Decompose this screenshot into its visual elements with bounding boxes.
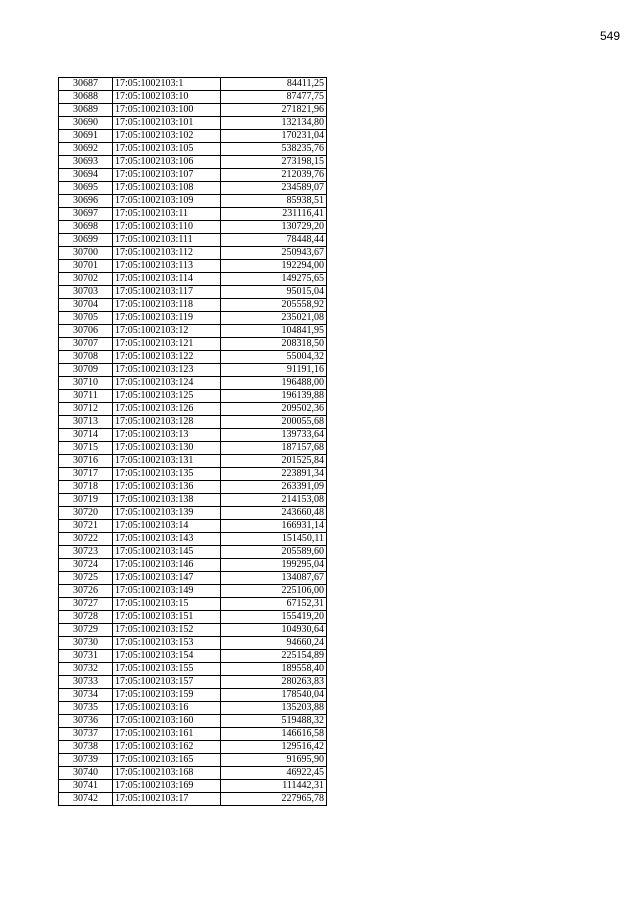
table-row: [59, 533, 327, 546]
row-number-cell: 30718: [59, 481, 113, 494]
row-number-cell: 30727: [59, 598, 113, 611]
cadastral-number-cell: 17:05:1002103:155: [113, 663, 221, 676]
cadastral-number-cell: 17:05:1002103:136: [113, 481, 221, 494]
amount-cell: 132134,80: [221, 117, 327, 130]
register-table: [58, 77, 327, 806]
table-row: [59, 494, 327, 507]
table-row: [59, 247, 327, 260]
row-number-cell: 30739: [59, 754, 113, 767]
row-number-cell: 30698: [59, 221, 113, 234]
amount-cell: 178540,04: [221, 689, 327, 702]
row-number-cell: 30740: [59, 767, 113, 780]
row-number-cell: 30719: [59, 494, 113, 507]
cadastral-number-cell: 17:05:1002103:12: [113, 325, 221, 338]
cadastral-number-cell: 17:05:1002103:146: [113, 559, 221, 572]
row-number-cell: 30709: [59, 364, 113, 377]
amount-cell: 201525,84: [221, 455, 327, 468]
table-row: [59, 260, 327, 273]
amount-cell: 151450,11: [221, 533, 327, 546]
amount-cell: 209502,36: [221, 403, 327, 416]
row-number-cell: 30730: [59, 637, 113, 650]
cadastral-number-cell: 17:05:1002103:128: [113, 416, 221, 429]
table-row: [59, 455, 327, 468]
row-number-cell: 30729: [59, 624, 113, 637]
row-number-cell: 30734: [59, 689, 113, 702]
table-row: [59, 598, 327, 611]
table-row: [59, 182, 327, 195]
amount-cell: 104930,64: [221, 624, 327, 637]
table-row: [59, 221, 327, 234]
amount-cell: 95015,04: [221, 286, 327, 299]
table-row: [59, 572, 327, 585]
amount-cell: 231116,41: [221, 208, 327, 221]
cadastral-number-cell: 17:05:1002103:10: [113, 91, 221, 104]
row-number-cell: 30741: [59, 780, 113, 793]
cadastral-number-cell: 17:05:1002103:159: [113, 689, 221, 702]
table-row: [59, 351, 327, 364]
cadastral-number-cell: 17:05:1002103:135: [113, 468, 221, 481]
table-row: [59, 702, 327, 715]
amount-cell: 273198,15: [221, 156, 327, 169]
cadastral-number-cell: 17:05:1002103:118: [113, 299, 221, 312]
cadastral-number-cell: 17:05:1002103:139: [113, 507, 221, 520]
amount-cell: 84411,25: [221, 78, 327, 91]
amount-cell: 519488,32: [221, 715, 327, 728]
table-row: [59, 754, 327, 767]
amount-cell: 223891,34: [221, 468, 327, 481]
row-number-cell: 30697: [59, 208, 113, 221]
cadastral-number-cell: 17:05:1002103:13: [113, 429, 221, 442]
amount-cell: 189558,40: [221, 663, 327, 676]
amount-cell: 166931,14: [221, 520, 327, 533]
amount-cell: 129516,42: [221, 741, 327, 754]
amount-cell: 235021,08: [221, 312, 327, 325]
amount-cell: 104841,95: [221, 325, 327, 338]
table-row: [59, 273, 327, 286]
table-row: [59, 429, 327, 442]
cadastral-number-cell: 17:05:1002103:130: [113, 442, 221, 455]
table-row: [59, 780, 327, 793]
amount-cell: 130729,20: [221, 221, 327, 234]
table-row: [59, 520, 327, 533]
row-number-cell: 30737: [59, 728, 113, 741]
table-row: [59, 208, 327, 221]
amount-cell: 149275,65: [221, 273, 327, 286]
table-row: [59, 364, 327, 377]
table-row: [59, 793, 327, 806]
row-number-cell: 30724: [59, 559, 113, 572]
amount-cell: 55004,32: [221, 351, 327, 364]
cadastral-number-cell: 17:05:1002103:165: [113, 754, 221, 767]
amount-cell: 146616,58: [221, 728, 327, 741]
table-row: [59, 611, 327, 624]
cadastral-number-cell: 17:05:1002103:1: [113, 78, 221, 91]
row-number-cell: 30701: [59, 260, 113, 273]
row-number-cell: 30705: [59, 312, 113, 325]
table-row: [59, 416, 327, 429]
cadastral-number-cell: 17:05:1002103:102: [113, 130, 221, 143]
row-number-cell: 30703: [59, 286, 113, 299]
cadastral-number-cell: 17:05:1002103:108: [113, 182, 221, 195]
table-row: [59, 195, 327, 208]
table-row: [59, 390, 327, 403]
cadastral-number-cell: 17:05:1002103:119: [113, 312, 221, 325]
table-row: [59, 728, 327, 741]
row-number-cell: 30708: [59, 351, 113, 364]
amount-cell: 234589,07: [221, 182, 327, 195]
cadastral-number-cell: 17:05:1002103:113: [113, 260, 221, 273]
cadastral-number-cell: 17:05:1002103:117: [113, 286, 221, 299]
cadastral-number-cell: 17:05:1002103:122: [113, 351, 221, 364]
cadastral-number-cell: 17:05:1002103:110: [113, 221, 221, 234]
table-row: [59, 767, 327, 780]
amount-cell: 280263,83: [221, 676, 327, 689]
amount-cell: 263391,09: [221, 481, 327, 494]
row-number-cell: 30736: [59, 715, 113, 728]
row-number-cell: 30704: [59, 299, 113, 312]
table-row: [59, 117, 327, 130]
table-row: [59, 481, 327, 494]
row-number-cell: 30706: [59, 325, 113, 338]
register-table-body: [59, 78, 327, 806]
row-number-cell: 30699: [59, 234, 113, 247]
cadastral-number-cell: 17:05:1002103:147: [113, 572, 221, 585]
table-row: [59, 130, 327, 143]
table-row: [59, 169, 327, 182]
table-row: [59, 442, 327, 455]
row-number-cell: 30735: [59, 702, 113, 715]
row-number-cell: 30717: [59, 468, 113, 481]
amount-cell: 205558,92: [221, 299, 327, 312]
table-row: [59, 78, 327, 91]
cadastral-number-cell: 17:05:1002103:161: [113, 728, 221, 741]
cadastral-number-cell: 17:05:1002103:126: [113, 403, 221, 416]
cadastral-number-cell: 17:05:1002103:157: [113, 676, 221, 689]
table-row: [59, 91, 327, 104]
row-number-cell: 30713: [59, 416, 113, 429]
row-number-cell: 30721: [59, 520, 113, 533]
amount-cell: 135203,88: [221, 702, 327, 715]
amount-cell: 139733,64: [221, 429, 327, 442]
table-row: [59, 715, 327, 728]
cadastral-number-cell: 17:05:1002103:124: [113, 377, 221, 390]
row-number-cell: 30702: [59, 273, 113, 286]
table-row: [59, 676, 327, 689]
table-row: [59, 585, 327, 598]
table-row: [59, 338, 327, 351]
row-number-cell: 30710: [59, 377, 113, 390]
row-number-cell: 30714: [59, 429, 113, 442]
amount-cell: 134087,67: [221, 572, 327, 585]
row-number-cell: 30715: [59, 442, 113, 455]
table-row: [59, 299, 327, 312]
cadastral-number-cell: 17:05:1002103:154: [113, 650, 221, 663]
row-number-cell: 30700: [59, 247, 113, 260]
table-row: [59, 312, 327, 325]
amount-cell: 94660,24: [221, 637, 327, 650]
amount-cell: 87477,75: [221, 91, 327, 104]
table-row: [59, 689, 327, 702]
amount-cell: 78448,44: [221, 234, 327, 247]
amount-cell: 187157,68: [221, 442, 327, 455]
amount-cell: 225106,00: [221, 585, 327, 598]
row-number-cell: 30692: [59, 143, 113, 156]
amount-cell: 200055,68: [221, 416, 327, 429]
cadastral-number-cell: 17:05:1002103:151: [113, 611, 221, 624]
cadastral-number-cell: 17:05:1002103:123: [113, 364, 221, 377]
table-row: [59, 377, 327, 390]
row-number-cell: 30689: [59, 104, 113, 117]
table-row: [59, 234, 327, 247]
row-number-cell: 30742: [59, 793, 113, 806]
table-row: [59, 546, 327, 559]
table-row: [59, 325, 327, 338]
table-row: [59, 156, 327, 169]
cadastral-number-cell: 17:05:1002103:15: [113, 598, 221, 611]
row-number-cell: 30716: [59, 455, 113, 468]
row-number-cell: 30711: [59, 390, 113, 403]
cadastral-number-cell: 17:05:1002103:11: [113, 208, 221, 221]
table-row: [59, 624, 327, 637]
amount-cell: 205589,60: [221, 546, 327, 559]
page-number: 549: [599, 29, 620, 43]
cadastral-number-cell: 17:05:1002103:105: [113, 143, 221, 156]
amount-cell: 91695,90: [221, 754, 327, 767]
cadastral-number-cell: 17:05:1002103:114: [113, 273, 221, 286]
row-number-cell: 30733: [59, 676, 113, 689]
amount-cell: 243660,48: [221, 507, 327, 520]
cadastral-number-cell: 17:05:1002103:149: [113, 585, 221, 598]
cadastral-number-cell: 17:05:1002103:160: [113, 715, 221, 728]
row-number-cell: 30696: [59, 195, 113, 208]
amount-cell: 196139,88: [221, 390, 327, 403]
row-number-cell: 30694: [59, 169, 113, 182]
table-row: [59, 468, 327, 481]
cadastral-number-cell: 17:05:1002103:112: [113, 247, 221, 260]
cadastral-number-cell: 17:05:1002103:145: [113, 546, 221, 559]
cadastral-number-cell: 17:05:1002103:111: [113, 234, 221, 247]
amount-cell: 214153,08: [221, 494, 327, 507]
row-number-cell: 30726: [59, 585, 113, 598]
amount-cell: 250943,67: [221, 247, 327, 260]
amount-cell: 196488,00: [221, 377, 327, 390]
row-number-cell: 30720: [59, 507, 113, 520]
cadastral-number-cell: 17:05:1002103:14: [113, 520, 221, 533]
row-number-cell: 30693: [59, 156, 113, 169]
table-row: [59, 286, 327, 299]
table-row: [59, 663, 327, 676]
cadastral-number-cell: 17:05:1002103:152: [113, 624, 221, 637]
row-number-cell: 30728: [59, 611, 113, 624]
amount-cell: 111442,31: [221, 780, 327, 793]
row-number-cell: 30707: [59, 338, 113, 351]
cadastral-number-cell: 17:05:1002103:106: [113, 156, 221, 169]
amount-cell: 192294,00: [221, 260, 327, 273]
cadastral-number-cell: 17:05:1002103:16: [113, 702, 221, 715]
cadastral-number-cell: 17:05:1002103:153: [113, 637, 221, 650]
table-row: [59, 559, 327, 572]
row-number-cell: 30691: [59, 130, 113, 143]
row-number-cell: 30687: [59, 78, 113, 91]
amount-cell: 227965,78: [221, 793, 327, 806]
amount-cell: 91191,16: [221, 364, 327, 377]
table-row: [59, 650, 327, 663]
amount-cell: 67152,31: [221, 598, 327, 611]
row-number-cell: 30732: [59, 663, 113, 676]
cadastral-number-cell: 17:05:1002103:138: [113, 494, 221, 507]
cadastral-number-cell: 17:05:1002103:100: [113, 104, 221, 117]
row-number-cell: 30738: [59, 741, 113, 754]
row-number-cell: 30690: [59, 117, 113, 130]
table-row: [59, 507, 327, 520]
cadastral-number-cell: 17:05:1002103:131: [113, 455, 221, 468]
row-number-cell: 30731: [59, 650, 113, 663]
table-row: [59, 637, 327, 650]
amount-cell: 170231,04: [221, 130, 327, 143]
amount-cell: 212039,76: [221, 169, 327, 182]
amount-cell: 271821,96: [221, 104, 327, 117]
cadastral-number-cell: 17:05:1002103:17: [113, 793, 221, 806]
row-number-cell: 30725: [59, 572, 113, 585]
table-row: [59, 741, 327, 754]
amount-cell: 208318,50: [221, 338, 327, 351]
table-row: [59, 143, 327, 156]
row-number-cell: 30722: [59, 533, 113, 546]
table-row: [59, 403, 327, 416]
cadastral-number-cell: 17:05:1002103:169: [113, 780, 221, 793]
cadastral-number-cell: 17:05:1002103:168: [113, 767, 221, 780]
cadastral-number-cell: 17:05:1002103:109: [113, 195, 221, 208]
amount-cell: 46922,45: [221, 767, 327, 780]
table-row: [59, 104, 327, 117]
cadastral-number-cell: 17:05:1002103:125: [113, 390, 221, 403]
row-number-cell: 30688: [59, 91, 113, 104]
cadastral-number-cell: 17:05:1002103:121: [113, 338, 221, 351]
cadastral-number-cell: 17:05:1002103:162: [113, 741, 221, 754]
cadastral-number-cell: 17:05:1002103:143: [113, 533, 221, 546]
row-number-cell: 30695: [59, 182, 113, 195]
amount-cell: 85938,51: [221, 195, 327, 208]
cadastral-number-cell: 17:05:1002103:101: [113, 117, 221, 130]
amount-cell: 225154,89: [221, 650, 327, 663]
amount-cell: 199295,04: [221, 559, 327, 572]
amount-cell: 155419,20: [221, 611, 327, 624]
row-number-cell: 30723: [59, 546, 113, 559]
cadastral-number-cell: 17:05:1002103:107: [113, 169, 221, 182]
amount-cell: 538235,76: [221, 143, 327, 156]
row-number-cell: 30712: [59, 403, 113, 416]
